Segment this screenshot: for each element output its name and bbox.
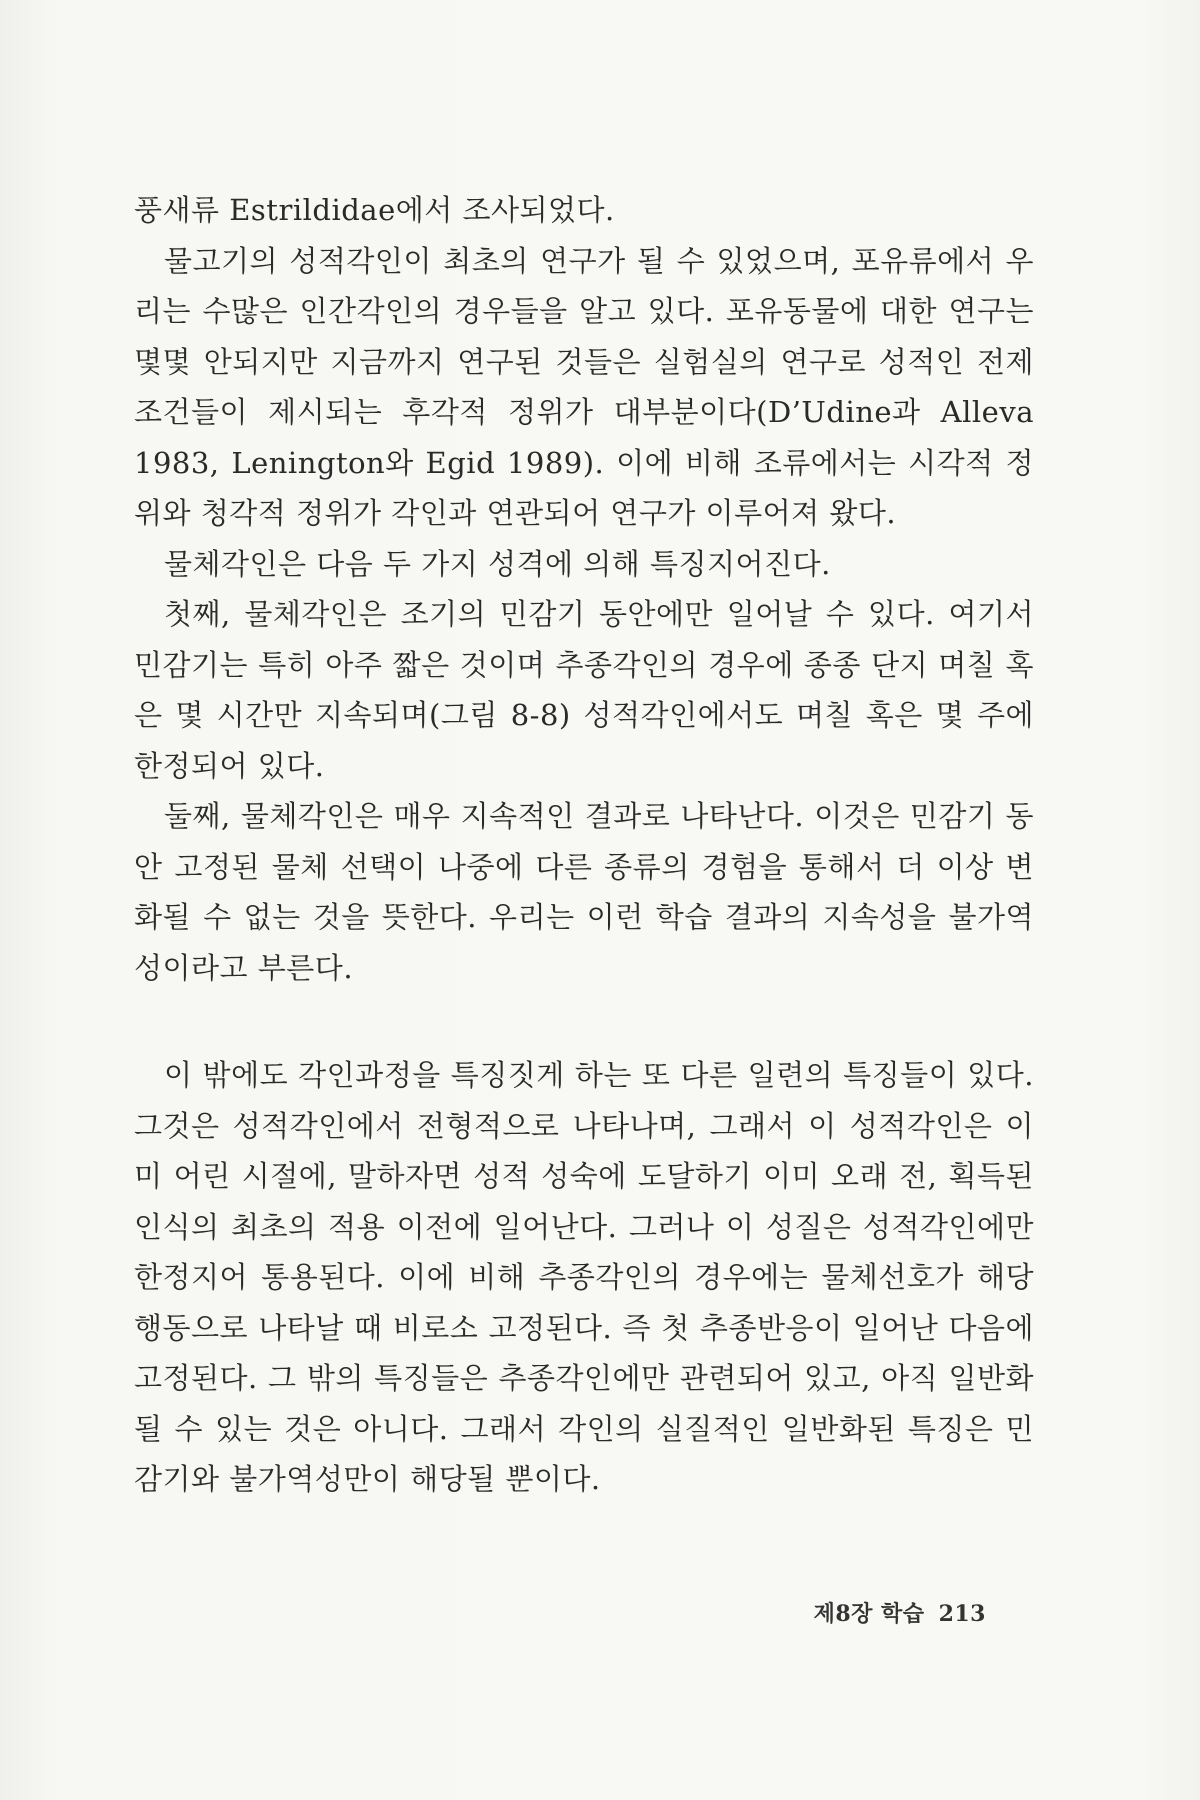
paragraph-first-characteristic: 첫째, 물체각인은 조기의 민감기 동안에만 일어날 수 있다. 여기서 민감기는 특히 아주 짧은 것이며 추종각인의 경우에 종종 단지 며칠 혹은 몇 시간만 지속되며(그림 8-8) 성적각인에서도 며칠 혹은 몇 주에 한정되어 있다. (134, 597, 1034, 783)
page-footer (814, 1597, 986, 1628)
paragraph-other-features: 이 밖에도 각인과정을 특징짓게 하는 또 다른 일련의 특징들이 있다. 그것은 성적각인에서 전형적으로 나타나며, 그래서 이 성적각인은 이미 어린 시절에, 말하자면 성적 성숙에 도달하기 이미 오래 전, 획득된 인식의 최초의 적용 이전에 일어난다. 그러나 이 성질은 성적각인에만 한정지어 통용된다. 이에 비해 추종각인의 경우에는 물체선호가 해당 행동으로 나타날 때 비로소 고정된다. 즉 첫 추종반응이 일어난 다음에 고정된다. 그 밖의 특징들은 추종각인에만 관련되어 있고, 아직 일반화될 수 있는 것은 아니다. 그래서 각인의 실질적인 일반화된 특징은 민감기와 불가역성만이 해당될 뿐이다. (134, 1058, 1034, 1496)
paragraph-object-imprinting-intro: 물체각인은 다음 두 가지 성격에 의해 특징지어진다. (164, 546, 831, 581)
body-text-bottom (134, 1050, 1034, 1505)
paragraph-fish-mammal-imprinting: 물고기의 성적각인이 최초의 연구가 될 수 있었으며, 포유류에서 우리는 수많은 인간각인의 경우들을 알고 있다. 포유동물에 대한 연구는 몇몇 안되지만 지금까지 연구된 것들은 실험실의 연구로 성적인 전제조건들이 제시되는 후각적 정위가 대부분이다(D’Udine과 Alleva 1983, Lenington와 Egid 1989). 이에 비해 조류에서는 시각적 정위와 청각적 정위가 각인과 연관되어 연구가 이루어져 왔다. (134, 243, 1034, 530)
page-number: 213 (938, 1601, 986, 1627)
body-text-top (134, 185, 1034, 993)
paragraph-second-characteristic: 둘째, 물체각인은 매우 지속적인 결과로 나타난다. 이것은 민감기 동안 고정된 물체 선택이 나중에 다른 종류의 경험을 통해서 더 이상 변화될 수 없는 것을 뜻한다. 우리는 이런 학습 결과의 지속성을 불가역성이라고 부른다. (134, 799, 1034, 985)
chapter-title: 제8장 학습 (813, 1601, 925, 1627)
paragraph-continuation: 풍새류 Estrildidae에서 조사되었다. (134, 193, 615, 227)
